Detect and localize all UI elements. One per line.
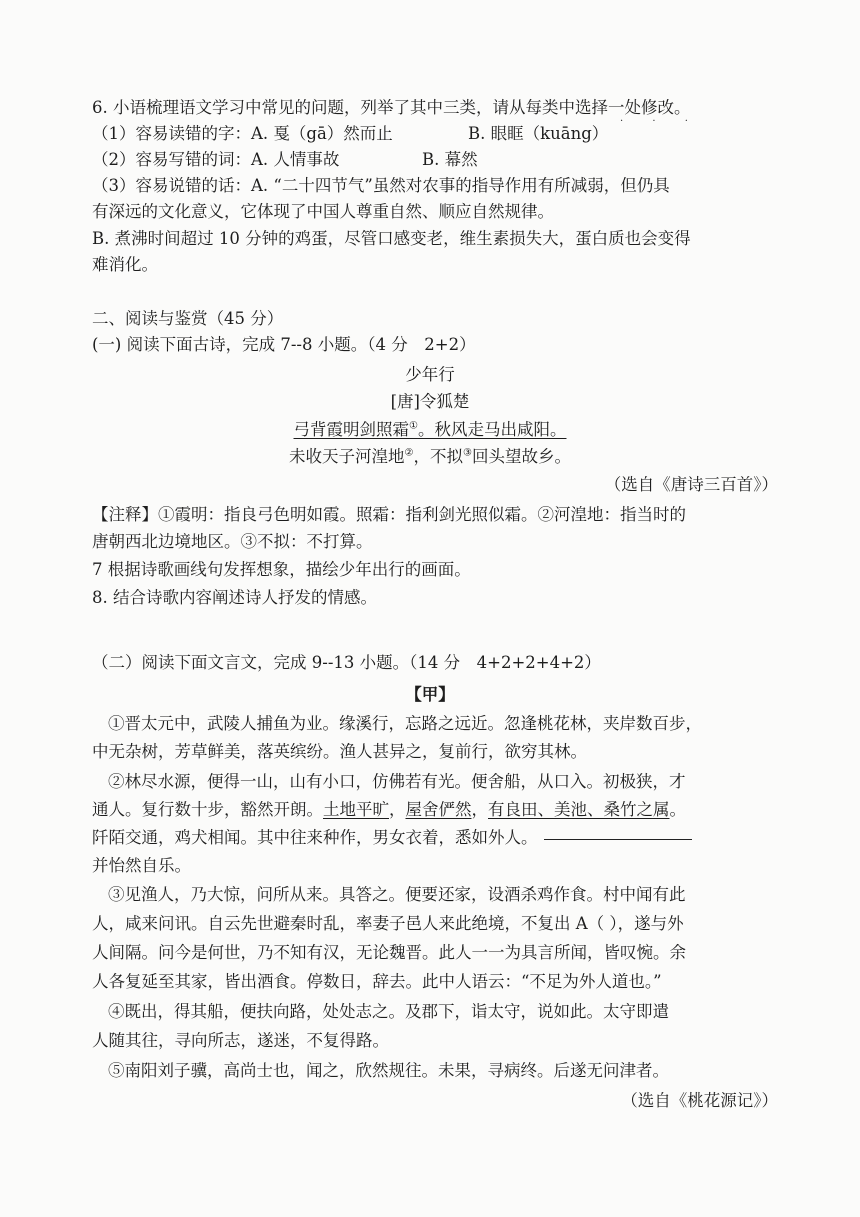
passage-p5: ⑤南阳刘子骥，高尚士也，闻之，欣然规往。未果，寻病终。后遂无问津者。 (108, 1061, 669, 1080)
q6-item1-a: （1）容易读错的字：A. 戛（gā）然而止 (92, 124, 393, 143)
passage-p2-line2: 通人。复行数十步，豁然开朗。土地平旷，屋舍俨然，有良田、美池、桑竹之属。 (92, 800, 686, 819)
q6-item3-line2: 有深远的文化意义，它体现了中国人尊重自然、顺应自然规律。 (92, 202, 554, 221)
passage-p4-line1: ④既出，得其船，便扶向路，处处志之。及郡下，诣太守，说如此。太守即遣 (108, 1002, 669, 1021)
q6-item1-b: B. 眼眶（kuāng） (468, 124, 609, 143)
passage-p2-line1: ②林尽水源，便得一山，山有小口，仿佛若有光。便舍船，从口入。初极狭，才 (108, 772, 686, 791)
underlined-phrase-1: 土地平旷 (323, 800, 389, 819)
q6-item3-line1: （3）容易说错的话：A. “二十四节气”虽然对农事的指导作用有所减弱，但仍具 (92, 176, 670, 195)
poem-notes-line2: 唐朝西北边境地区。③不拟：不打算。 (92, 532, 373, 551)
underlined-verse-a: 弓背霞明剑照霜①。秋风走马出咸阳。 (293, 420, 567, 439)
passage-p1-line2: 中无杂树，芳草鲜美，落英缤纷。渔人甚异之，复前行，欲穷其林。 (92, 742, 587, 761)
poem-author: [唐]令狐楚 (390, 392, 470, 411)
section-heading: 二、阅读与鉴赏（45 分） (92, 309, 284, 328)
passage-p3-line4: 人各复延至其家，皆出酒食。停数日，辞去。此中人语云：“不足为外人道也。” (92, 972, 662, 991)
question-8: 8. 结合诗歌内容阐述诗人抒发的情感。 (92, 588, 377, 607)
passage-p3-line3: 人间隔。问今是何世，乃不知有汉，无论魏晋。此人一一为具言所闻，皆叹惋。余 (92, 943, 686, 962)
answer-blank (544, 838, 692, 840)
passage-p2-line3: 阡陌交通，鸡犬相闻。其中往来种作，男女衣着，悉如外人。 (92, 827, 692, 849)
q6-stem: 6. 小语梳理语文学习中常见的问题，列举了其中三类，请从每类中选择一处修改。 (92, 98, 691, 117)
poem-line-1 (0, 419, 860, 441)
passage-source: （选自《桃花源记》） (621, 1091, 778, 1110)
part2-heading: （二）阅读下面文言文，完成 9--13 小题。（14 分 4+2+2+4+2） (92, 653, 601, 672)
passage-p4-line2: 人随其往，寻向所志，遂迷，不复得路。 (92, 1031, 389, 1050)
poem-line-2: 未收天子河湟地②，不拟③回头望故乡。 (289, 447, 571, 466)
passage-p1-line1: ①晋太元中，武陵人捕鱼为业。缘溪行，忘路之远近。忽逢桃花林，夹岸数百步， (108, 714, 702, 733)
poem-notes-line1: 【注释】①霞明：指良弓色明如霞。照霜：指利剑光照似霜。②河湟地：指当时的 (92, 505, 686, 524)
question-7: 7 根据诗歌画线句发挥想象，描绘少年出行的画面。 (92, 560, 471, 579)
poem-title: 少年行 (405, 365, 455, 384)
part1-heading: (一) 阅读下面古诗，完成 7--8 小题。（4 分 2+2） (92, 335, 476, 354)
q6-item3b-line1: B. 煮沸时间超过 10 分钟的鸡蛋，尽管口感变老，维生素损失大，蛋白质也会变得 (92, 229, 691, 248)
underlined-phrase-2: 屋舍俨然 (405, 800, 472, 819)
q6-item2-a: （2）容易写错的词：A. 人情事故 (92, 150, 340, 169)
passage-p3-line2: 人，咸来问讯。自云先世避秦时乱，率妻子邑人来此绝境，不复出 A（ ），遂与外 (92, 914, 684, 933)
poem-source: （选自《唐诗三百首》） (604, 475, 778, 494)
underlined-phrase-3: 有良田、美池、桑竹之属 (488, 800, 670, 819)
passage-p3-line1: ③见渔人，乃大惊，问所从来。具答之。便要还家，设酒杀鸡作食。村中闻有此 (108, 885, 686, 904)
passage-label-jia: 【甲】 (405, 685, 455, 704)
q6-item2-b: B. 幕然 (422, 150, 478, 169)
emphasis-dots: · · · (620, 116, 701, 127)
passage-p2-line4: 并怡然自乐。 (92, 856, 191, 875)
q6-item3b-line2: 难消化。 (92, 255, 158, 274)
